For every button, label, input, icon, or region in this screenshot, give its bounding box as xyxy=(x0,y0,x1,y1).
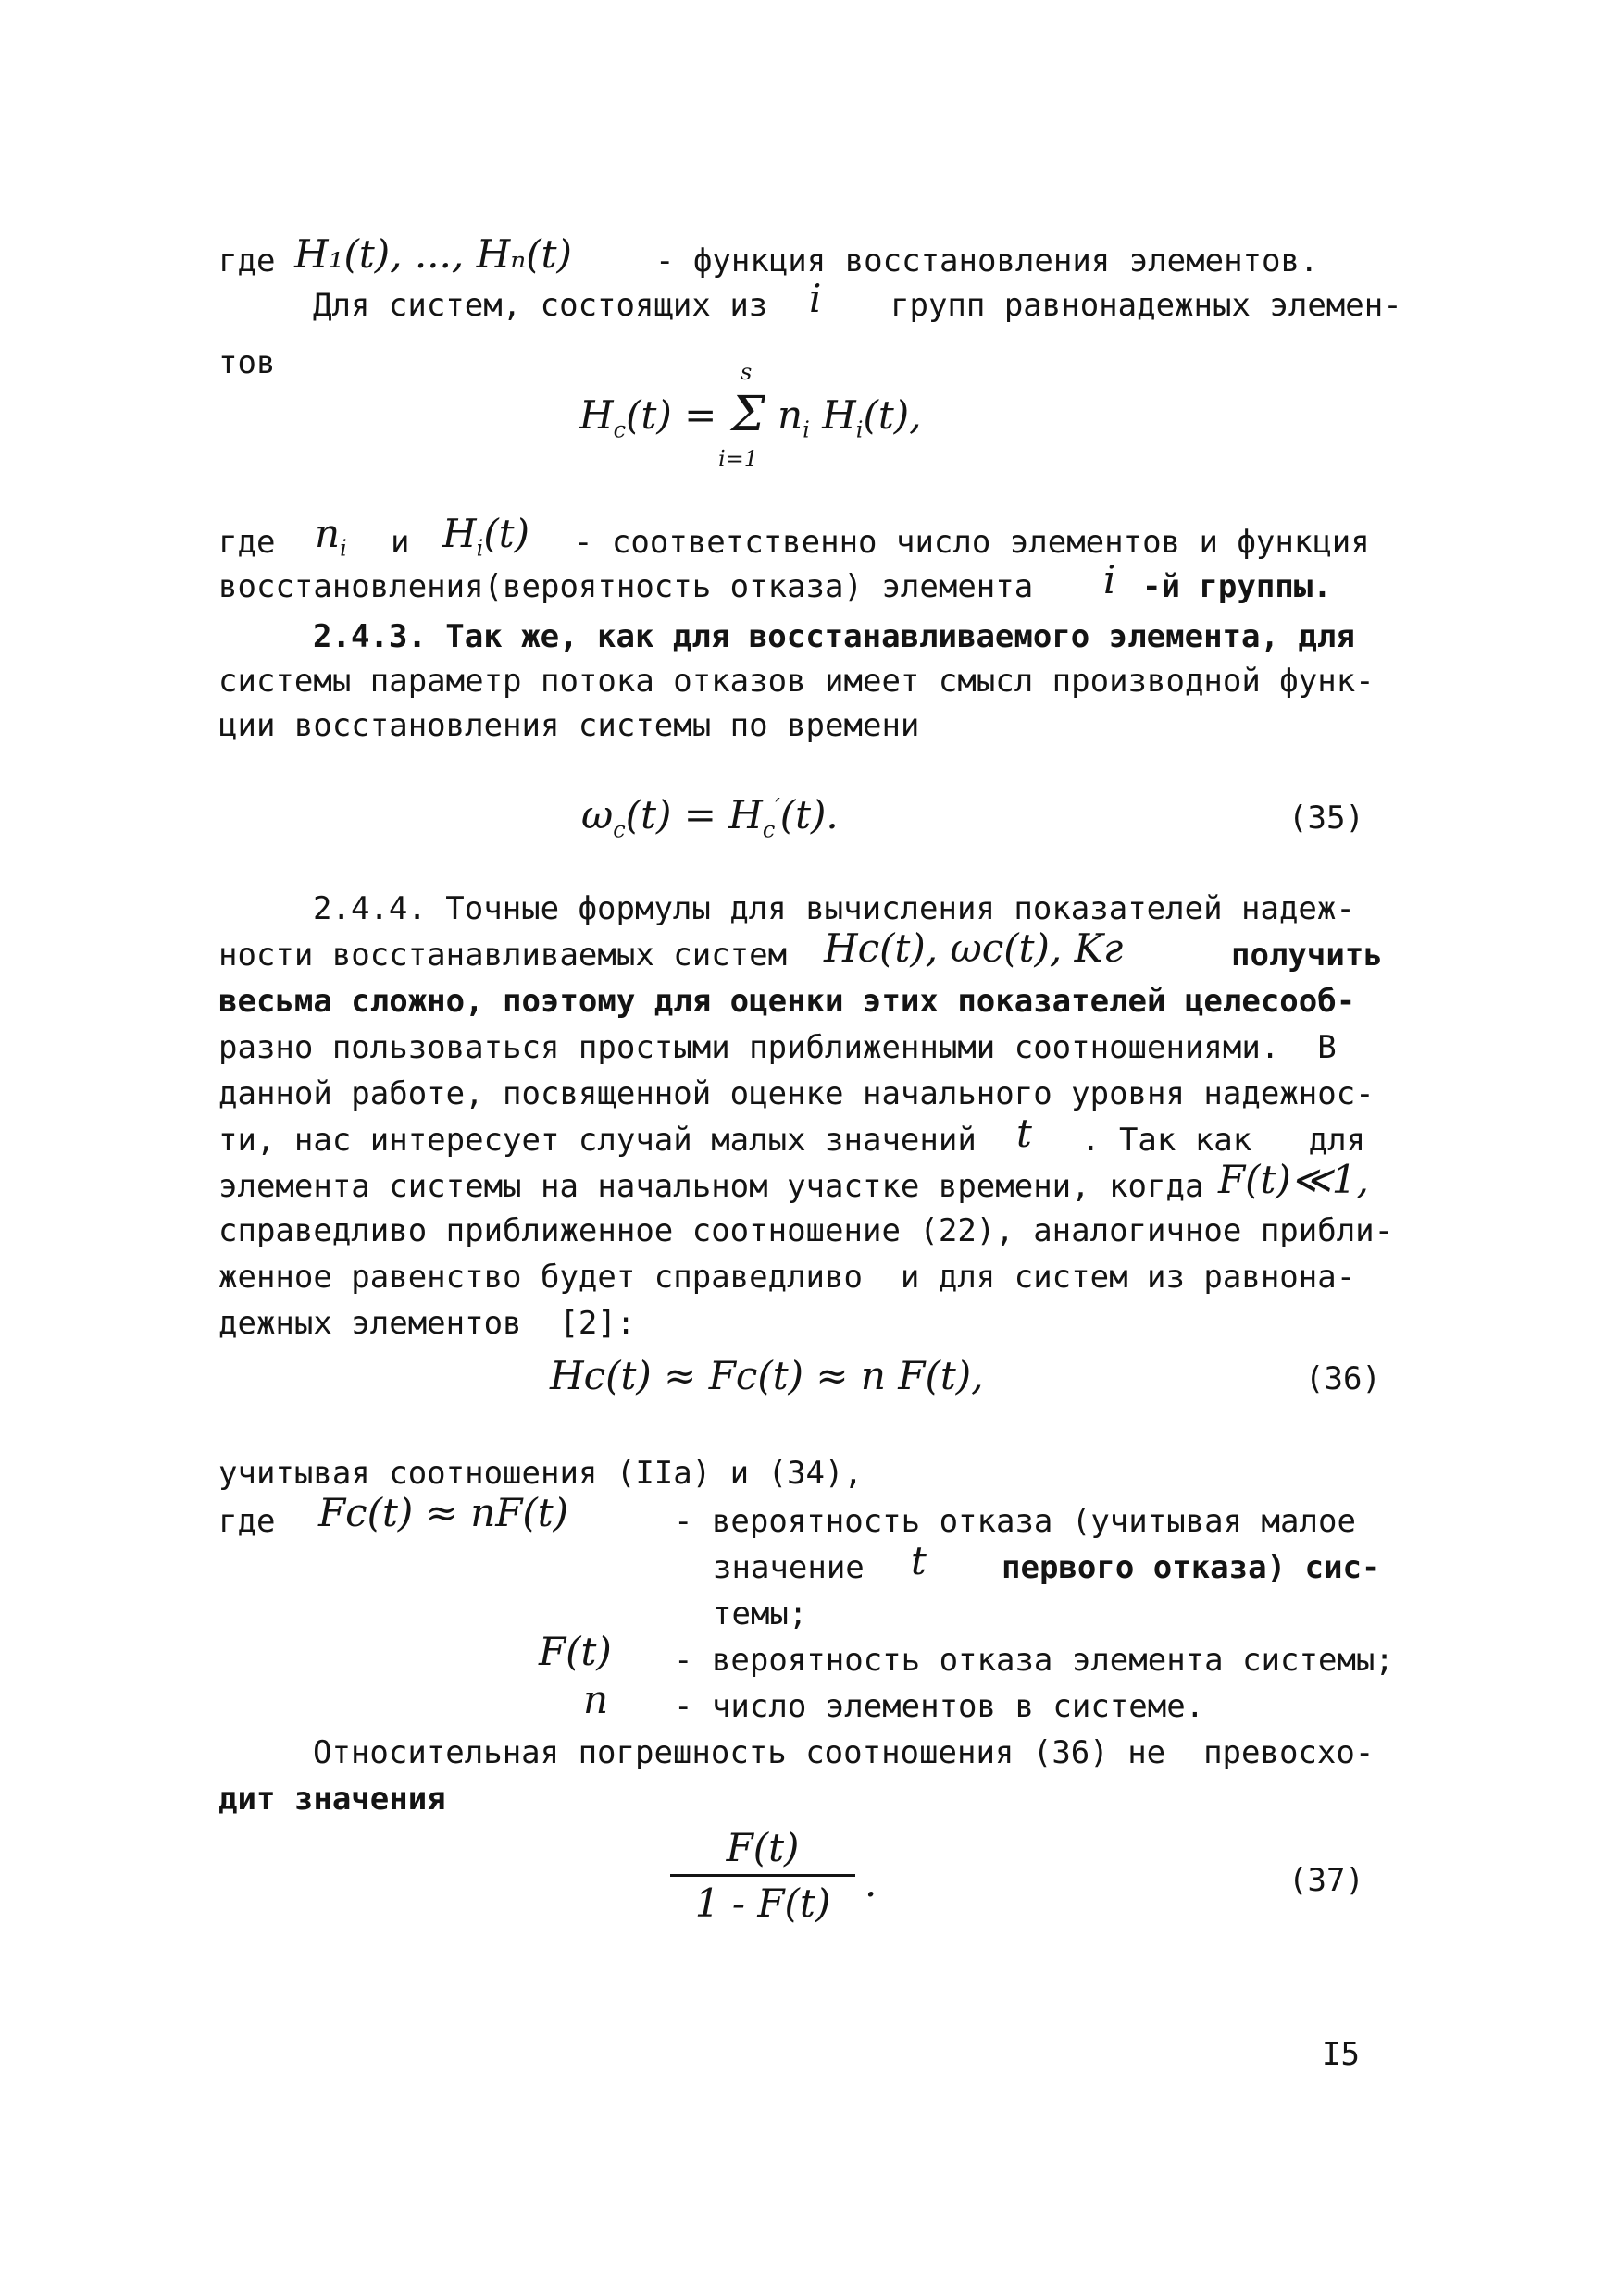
page-number: I5 xyxy=(1322,2036,1360,2073)
symbol-ni: $n_i$ xyxy=(315,511,347,562)
def3-desc: - число элементов в системе. xyxy=(674,1688,1205,1725)
recovery-functions-formula: H₁(t), ..., Hₙ(t) xyxy=(294,231,572,277)
text-line: учитывая соотношения (IIa) и (34), xyxy=(218,1455,863,1492)
eq-term: $n_i$ $H_i(t)$, xyxy=(778,392,922,443)
text-line: тов xyxy=(218,344,276,381)
text-line: Для систем, состоящих из xyxy=(313,287,768,324)
para-2-4-4-formula: Hc(t), ωc(t), Kг xyxy=(824,925,1124,971)
text-line: -й группы. xyxy=(1142,568,1332,605)
text-line: Относительная погрешность соотношения (36) не превосхо- xyxy=(313,1734,1375,1771)
text-line: восстановления(вероятность отказа) элемента xyxy=(218,568,1034,605)
para-2-4-3-line3: ции восстановления системы по времени xyxy=(218,707,920,744)
def1-line3: темы; xyxy=(713,1595,808,1632)
symbol-i: i xyxy=(809,276,822,321)
fraction-bar xyxy=(670,1874,855,1877)
text-line: групп равнонадежных элемен- xyxy=(890,287,1402,324)
eq-lhs: $H_c(t)$ = xyxy=(579,392,717,443)
para-2-4-4-line10: дежных элементов [2]: xyxy=(218,1305,636,1342)
text-line: дит значения xyxy=(218,1781,446,1818)
def2-formula: F(t) xyxy=(539,1629,612,1674)
para-2-4-4-line3: весьма сложно, поэтому для оценки этих показателей целесооб- xyxy=(218,983,1356,1020)
def1-formula: Fc(t) ≈ nF(t) xyxy=(318,1490,569,1535)
def3-formula: n xyxy=(583,1677,609,1722)
def1-line2a: значение xyxy=(713,1549,865,1586)
equation-35: $\omega_c(t) = H_c'(t)$. xyxy=(581,792,839,843)
para-2-4-4-line7a: элемента системы на начальном участке времени, когда xyxy=(218,1168,1204,1205)
fraction-numerator: F(t) xyxy=(726,1825,800,1870)
fraction-denominator: 1 - F(t) xyxy=(694,1880,831,1926)
symbol-t: t xyxy=(1016,1111,1032,1156)
where-word: где xyxy=(218,524,276,561)
para-2-4-4-line5: данной работе, посвященной оценке начального уровня надежнос- xyxy=(218,1075,1375,1112)
def1-line2b: первого отказа) сис- xyxy=(1002,1549,1381,1586)
para-2-4-3-line2: системы параметр потока отказов имеет смысл производной функ- xyxy=(218,663,1375,700)
sum-upper-limit: s xyxy=(741,359,753,385)
and-word: и xyxy=(391,524,410,561)
sum-symbol: Σ xyxy=(731,387,765,442)
equation-37-number: (37) xyxy=(1288,1862,1364,1899)
para-2-4-4-line2a: ности восстанавливаемых систем xyxy=(218,937,788,974)
where-word: где xyxy=(218,1503,276,1540)
def1-line1: - вероятность отказа (учитывая малое xyxy=(674,1503,1356,1540)
para-2-4-4-formula-ft: F(t)≪1, xyxy=(1218,1157,1369,1202)
symbol-t: t xyxy=(911,1538,927,1583)
para-2-4-4-line9: женное равенство будет справедливо и для систем из равнона- xyxy=(218,1259,1356,1296)
equation-35-number: (35) xyxy=(1288,800,1364,837)
sum-lower-limit: i=1 xyxy=(718,446,759,472)
para-2-4-4-line6b: . Так как для xyxy=(1081,1122,1366,1159)
equation-37-fraction xyxy=(670,1825,855,1926)
symbol-hi: $H_i(t)$ xyxy=(442,511,529,562)
para-2-4-4-line6a: ти, нас интересует случай малых значений xyxy=(218,1122,977,1159)
equation-36: Hc(t) ≈ Fc(t) ≈ n F(t), xyxy=(550,1353,984,1398)
symbol-i: i xyxy=(1103,557,1116,602)
def2-desc: - вероятность отказа элемента системы; xyxy=(674,1642,1394,1679)
para-2-4-4-line8: справедливо приближенное соотношение (22), аналогичное прибли- xyxy=(218,1212,1394,1249)
text-line: - соответственно число элементов и функция xyxy=(574,524,1370,561)
recovery-functions-desc: - функция восстановления элементов. xyxy=(655,242,1319,279)
equation-37-tail: . xyxy=(865,1860,877,1905)
para-2-4-4-line4: разно пользоваться простыми приближенными соотношениями. В xyxy=(218,1029,1337,1066)
equation-36-number: (36) xyxy=(1305,1360,1381,1397)
para-2-4-4-line2b: получить xyxy=(1231,937,1383,974)
para-2-4-4-line1: 2.4.4. Точные формулы для вычисления показателей надеж- xyxy=(313,890,1355,927)
where-word: где xyxy=(218,242,276,279)
para-2-4-3-line1: 2.4.3. Так же, как для восстанавливаемого элемента, для xyxy=(313,618,1355,655)
